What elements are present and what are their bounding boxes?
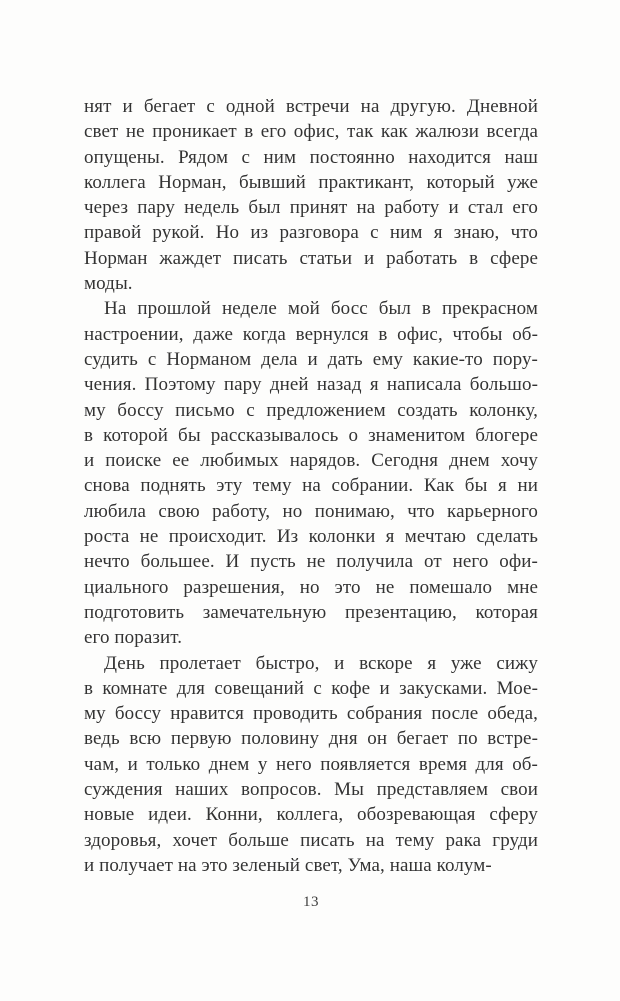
text-line: чам, и только днем у него появляется время для об- (84, 753, 538, 775)
text-line: коллега Норман, бывший практикант, который уже (84, 171, 538, 193)
text-block (84, 94, 538, 878)
text-line: чения. Поэтому пару дней назад я написала большо- (84, 374, 538, 396)
text-line: нят и бегает с одной встречи на другую. Дневной (84, 96, 538, 117)
paragraph (84, 651, 538, 879)
text-line: опущены. Рядом с ним постоянно находится наш (84, 146, 538, 168)
page-number: 13 (303, 894, 319, 911)
text-line: и поиске ее любимых нарядов. Сегодня днем хочу (84, 450, 538, 472)
paragraph (84, 94, 538, 296)
text-line: Норман жаждет писать статьи и работать в сфере (84, 247, 538, 269)
text-line: судить с Норманом дела и дать ему какие-то пору- (84, 348, 538, 370)
text-line: нечто большее. И пусть не получила от него офи- (84, 551, 538, 573)
text-line: роста не происходит. Из колонки я мечтаю сделать (84, 526, 538, 548)
text-line: му боссу письмо с предложением создать колонку, (84, 399, 538, 421)
text-line: На прошлой неделе мой босс был в прекрасном (104, 298, 538, 320)
text-line: моды. (84, 273, 133, 295)
text-line: му боссу нравится проводить собрания после обеда, (84, 703, 538, 725)
text-line: в которой бы рассказывалось о знаменитом блогере (84, 424, 538, 446)
text-line: суждения наших вопросов. Мы представляем свои (84, 779, 538, 801)
text-line: любила свою работу, но понимаю, что карьерного (84, 500, 538, 522)
text-line: свет не проникает в его офис, так как жалюзи всегда (84, 121, 538, 143)
text-line: циального разрешения, но это не помешало мне (84, 576, 538, 598)
paragraph (84, 296, 538, 650)
text-line: снова поднять эту тему на собрании. Как бы я ни (84, 475, 538, 497)
text-line: в комнате для совещаний с кофе и закусками. Мое- (84, 677, 538, 699)
text-line: День пролетает быстро, и вскоре я уже сижу (104, 652, 538, 674)
page-footer (84, 893, 538, 911)
text-line: новые идеи. Конни, коллега, обозревающая сферу (84, 804, 538, 826)
text-line: настроении, даже когда вернулся в офис, чтобы об- (84, 323, 538, 345)
text-line: и получает на это зеленый свет, Ума, наша колум- (84, 854, 492, 876)
text-line: здоровья, хочет больше писать на тему рака груди (84, 829, 538, 851)
text-line: ведь всю первую половину дня он бегает по встре- (84, 728, 538, 750)
text-line: подготовить замечательную презентацию, которая (84, 601, 538, 623)
text-line: его поразит. (84, 627, 183, 649)
text-line: правой рукой. Но из разговора с ним я знаю, что (84, 222, 538, 244)
text-line: через пару недель был принят на работу и стал его (84, 197, 538, 219)
